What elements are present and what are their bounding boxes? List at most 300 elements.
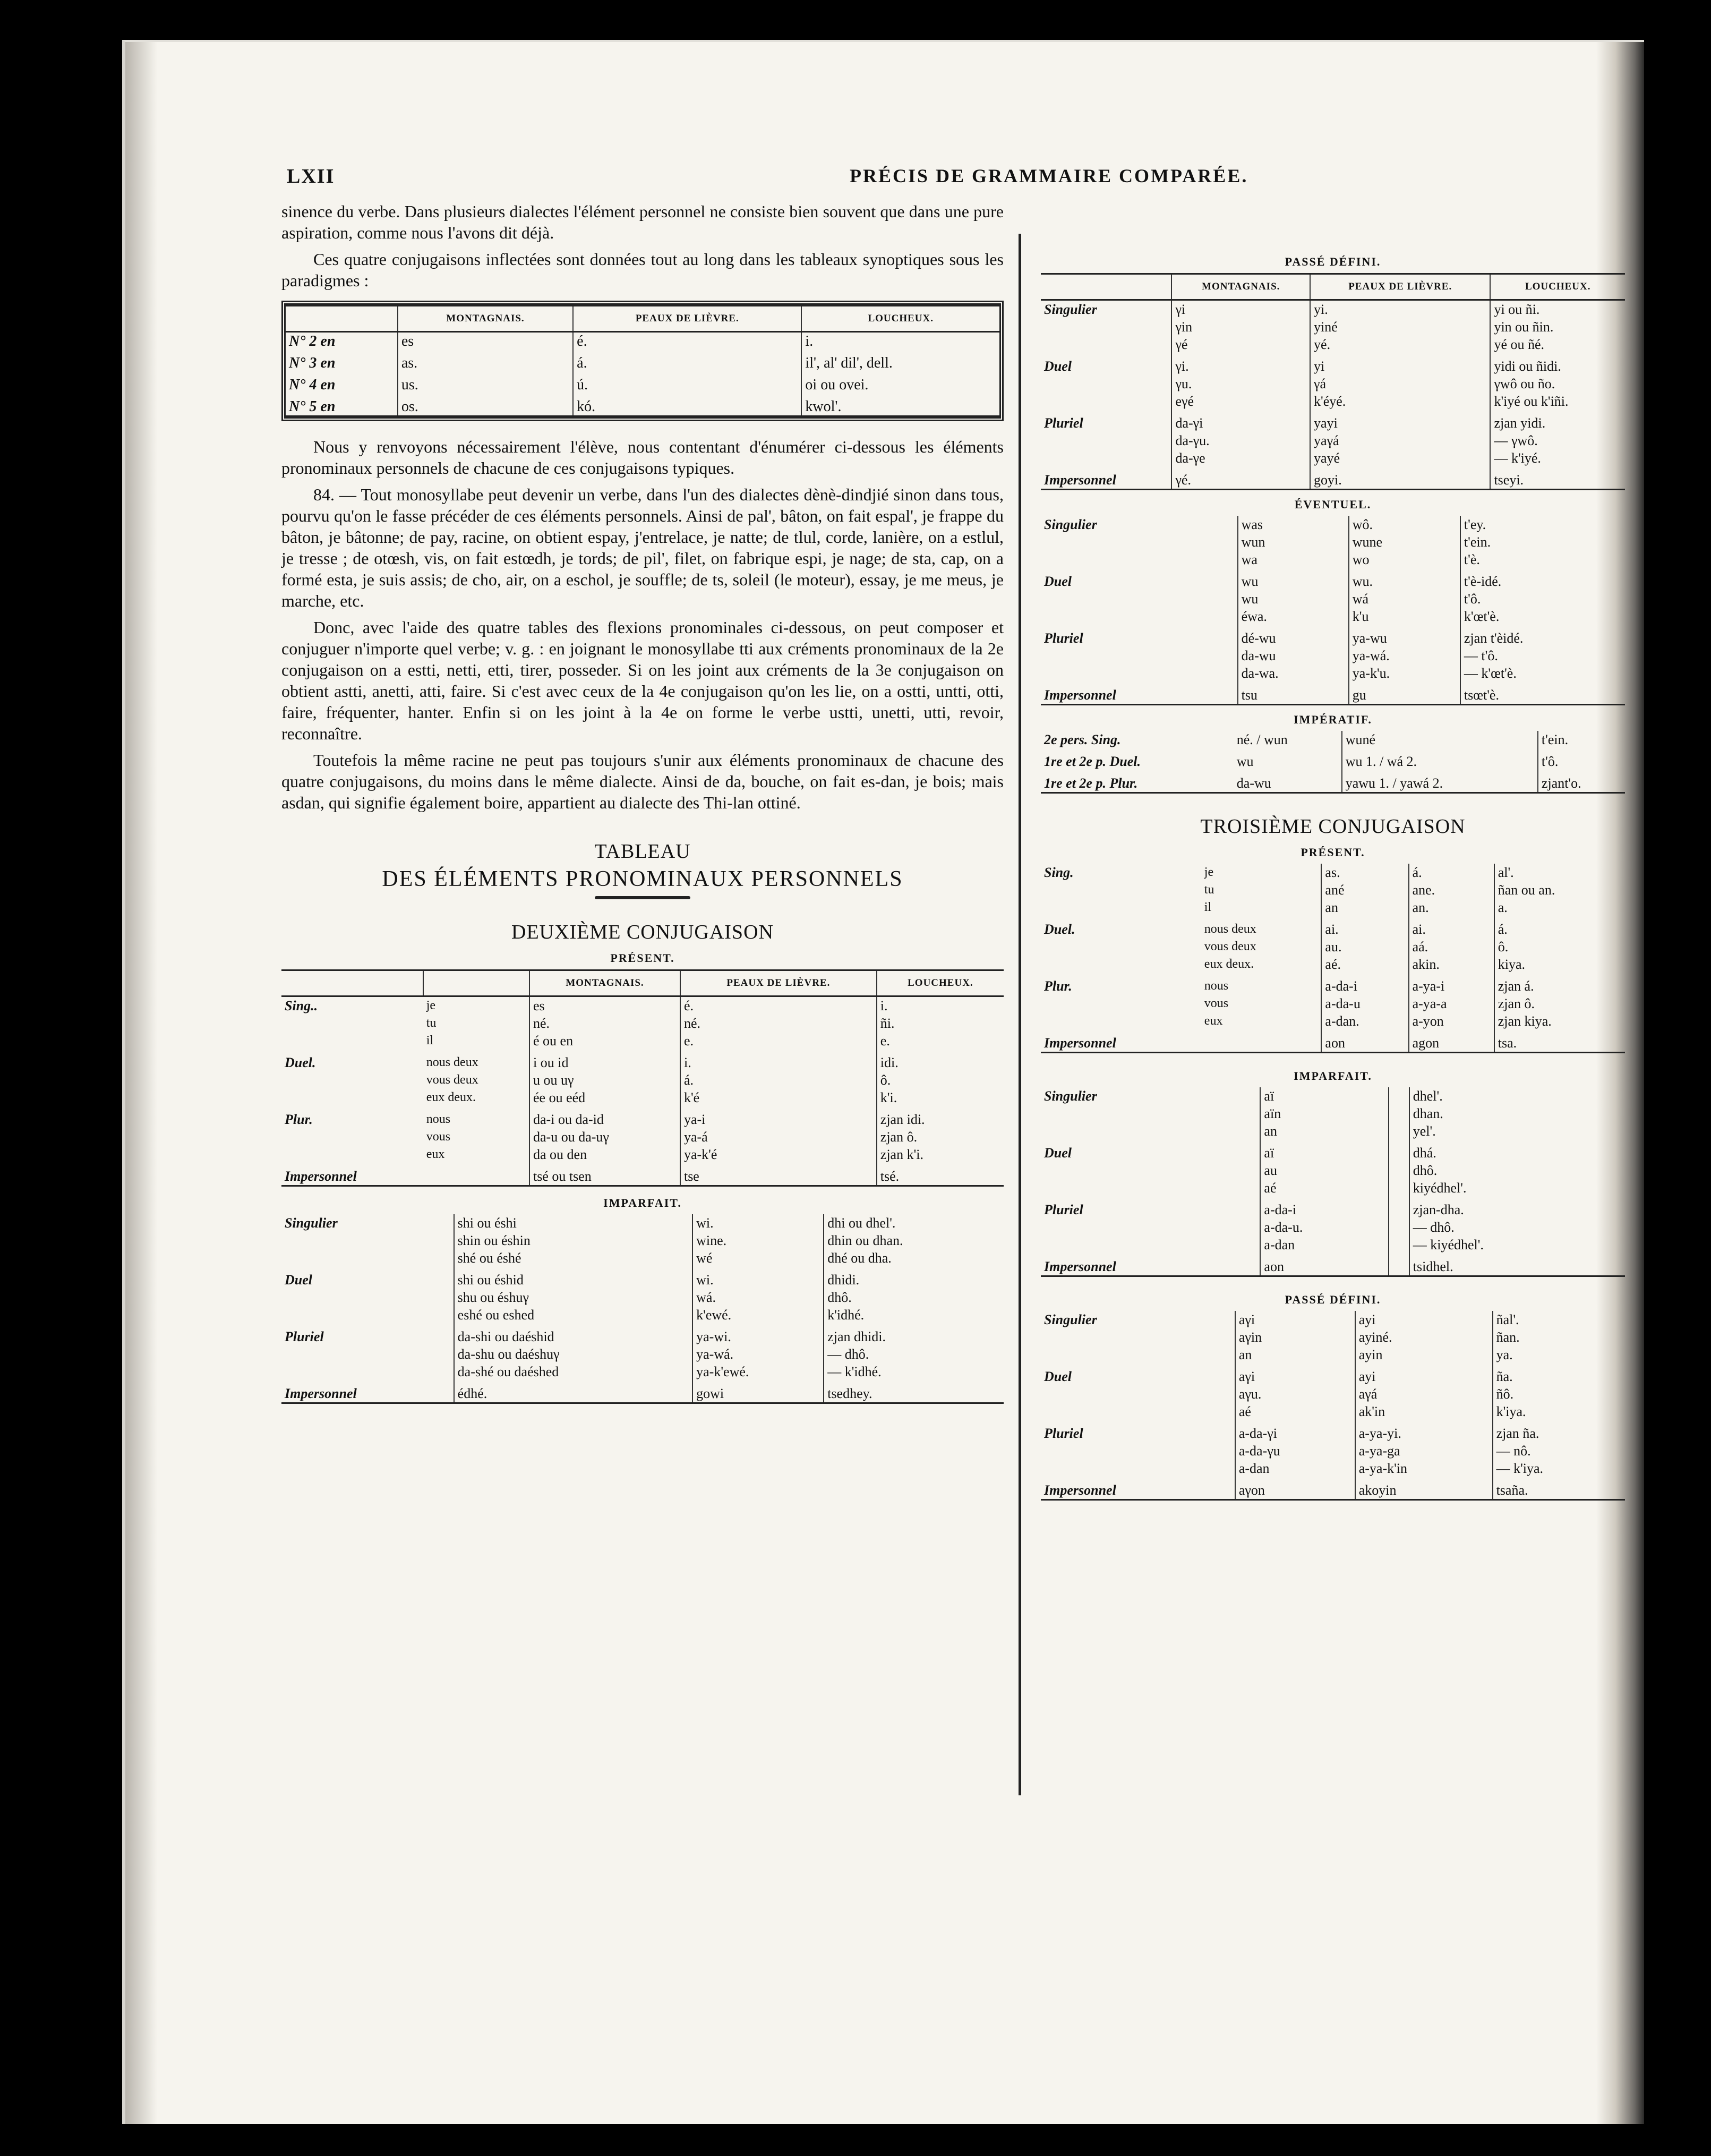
table-cell: vous deux bbox=[426, 1073, 478, 1087]
table-cell: wa bbox=[1238, 551, 1349, 568]
table-cell: tsaña. bbox=[1493, 1477, 1625, 1500]
table-cell: i. bbox=[877, 996, 1004, 1015]
table-row bbox=[1041, 770, 1625, 793]
table-cell bbox=[281, 1306, 454, 1324]
table-cell: a-da-u bbox=[1321, 995, 1408, 1012]
table-cell: a-dan bbox=[1260, 1236, 1388, 1254]
table-cell: da-shi ou daéshid bbox=[454, 1324, 692, 1345]
table-cell bbox=[1041, 899, 1201, 916]
table-cell: e. bbox=[680, 1032, 877, 1050]
table-row bbox=[1041, 1122, 1625, 1140]
table-cell: a-da-i bbox=[1321, 973, 1408, 995]
table-cell: a-ya-k'in bbox=[1355, 1460, 1493, 1477]
table-cell: aá. bbox=[1409, 938, 1494, 956]
table-cell: Pluriel bbox=[1044, 1425, 1083, 1441]
paragraph: 84. — Tout monosyllabe peut devenir un verbe, dans l'un des dialectes dènè-dindjié sinon dans tous, pourvu qu'on le fasse précéder de ces éléments personnels. Ainsi de pal', bâton, on fait espal', je frappe du bâton, je bâtonne; de pay, racine, on obtient espay, j'entrelace, je natte; de tlul, corde, lanière, on a estlul, je tresse ; de otœsh, vis, on fait estœdh, je tords; de pil', filet, on fabrique espi, je nage; de sta, cap, on a formé esta, je suis assis; de cho, air, on a eschol, je souffle; de ts, soleil (le moteur), essay, je me meus, je marche, etc. bbox=[281, 485, 1004, 610]
table-cell: ya-wu bbox=[1349, 625, 1460, 647]
table-cell: wu bbox=[1238, 568, 1349, 590]
table-cell: eshé ou eshed bbox=[454, 1306, 692, 1324]
table-cell: zjan dhidi. bbox=[824, 1324, 1004, 1345]
table-cell: ñi. bbox=[877, 1015, 1004, 1032]
table-row bbox=[1041, 1254, 1625, 1276]
table-cell: ayi bbox=[1355, 1311, 1493, 1328]
table-cell: il', al' dil', dell. bbox=[801, 350, 999, 372]
table-row bbox=[1041, 647, 1625, 664]
table-cell: us. bbox=[398, 372, 573, 394]
table-cell: ane. bbox=[1409, 881, 1494, 899]
imparfait-table-3 bbox=[1041, 1087, 1625, 1277]
table-cell: Pluriel bbox=[1044, 1201, 1083, 1217]
table-cell bbox=[1389, 1254, 1409, 1276]
table-cell: au. bbox=[1321, 938, 1408, 956]
table-cell bbox=[281, 1289, 454, 1306]
table-row bbox=[1041, 516, 1625, 533]
table-cell: was bbox=[1238, 516, 1349, 533]
section-heading: DEUXIÈME CONJUGAISON bbox=[511, 921, 774, 943]
table-row bbox=[281, 996, 1004, 1015]
tense-label: PRÉSENT. bbox=[610, 951, 675, 965]
table-row bbox=[286, 372, 999, 394]
table-cell: ya-i bbox=[680, 1106, 877, 1128]
tableau-subtitle: DES ÉLÉMENTS PRONOMINAUX PERSONNELS bbox=[382, 867, 903, 891]
table-cell: a. bbox=[1494, 899, 1625, 916]
column-header: LOUCHEUX. bbox=[1490, 274, 1625, 300]
table-cell: a-ya-ga bbox=[1355, 1442, 1493, 1460]
table-cell: dhin ou dhan. bbox=[824, 1232, 1004, 1249]
table-cell: es bbox=[529, 996, 680, 1015]
table-cell bbox=[1389, 1162, 1409, 1179]
table-row bbox=[1041, 1105, 1625, 1122]
column-header bbox=[286, 306, 398, 332]
paragraph: Toutefois la même racine ne peut pas toujours s'unir aux éléments pronominaux de chacune des quatre conjugaisons, du moins dans le même dialecte. Ainsi de da, bouche, on fait es-dan, je bois; mais asdan, qui signifie également boire, appartient au dialecte des Thi-lan ottiné. bbox=[281, 751, 1004, 812]
table-cell: k'idhé. bbox=[824, 1306, 1004, 1324]
table-cell: k'œt'è. bbox=[1460, 608, 1625, 625]
table-cell bbox=[1041, 375, 1171, 393]
table-cell: ai. bbox=[1409, 916, 1494, 938]
running-title: PRÉCIS DE GRAMMAIRE COMPARÉE. bbox=[850, 165, 1248, 186]
table-cell bbox=[1389, 1197, 1409, 1218]
table-row bbox=[281, 1050, 1004, 1071]
table-cell: k'ewé. bbox=[692, 1306, 824, 1324]
table-cell: yidi ou ñidi. bbox=[1490, 353, 1625, 375]
table-cell: ané bbox=[1321, 881, 1408, 899]
table-cell: aon bbox=[1321, 1030, 1408, 1053]
table-cell bbox=[1041, 1403, 1235, 1420]
table-cell: nous bbox=[426, 1112, 451, 1126]
table-cell: aï bbox=[1260, 1140, 1388, 1162]
table-cell: an. bbox=[1409, 899, 1494, 916]
table-cell: dhan. bbox=[1409, 1105, 1625, 1122]
table-row bbox=[281, 1163, 1004, 1186]
table-cell: ya-wá. bbox=[1349, 647, 1460, 664]
left-column bbox=[281, 201, 1004, 1404]
table-cell: as. bbox=[1321, 864, 1408, 881]
table-row bbox=[286, 332, 999, 351]
table-cell bbox=[281, 1249, 454, 1267]
table-cell: tu bbox=[1204, 883, 1214, 897]
table-cell: t'ô. bbox=[1460, 590, 1625, 608]
table-cell: Plur. bbox=[285, 1111, 313, 1127]
table-cell: ée ou eéd bbox=[529, 1089, 680, 1106]
table-cell: ña. bbox=[1493, 1364, 1625, 1385]
table-cell: yel'. bbox=[1409, 1122, 1625, 1140]
table-cell: Singulier bbox=[1044, 1311, 1097, 1327]
table-cell: t'ein. bbox=[1460, 533, 1625, 551]
paragraph: Donc, avec l'aide des quatre tables des flexions pronominales ci-dessous, on peut composer et conjuguer n'importe quel verbe; v. g. : en joignant le monosyllabe tti aux créments pronominaux de la 2e conjugaison on a estti, netti, etti, tirer, posseder. Si on les joint aux créments de la 3e conjugaison on obtient astti, anetti, atti, faire. Si c'est avec ceux de la 4e conjugaison qu'on les lie, on a ostti, untti, otti, faire, fréquenter, hanter. Enfin si on les joint à la 4e on forme le verbe ustti, unetti, utti, revoir, reconnaître. bbox=[281, 618, 1004, 743]
table-cell: a-ya-i bbox=[1409, 973, 1494, 995]
table-cell: wine. bbox=[692, 1232, 824, 1249]
table-cell: Singulier bbox=[285, 1215, 338, 1231]
table-cell: tsé. bbox=[877, 1163, 1004, 1186]
table-cell: dhi ou dhel'. bbox=[824, 1214, 1004, 1232]
table-cell: á. bbox=[1409, 864, 1494, 881]
table-cell: é. bbox=[573, 332, 801, 351]
table-row bbox=[1041, 1179, 1625, 1197]
table-cell: tse bbox=[680, 1163, 877, 1186]
table-row bbox=[1041, 973, 1625, 995]
table-cell: da-wu bbox=[1236, 775, 1271, 791]
column-header: PEAUX DE LIÈVRE. bbox=[1310, 274, 1490, 300]
table-cell bbox=[1041, 1012, 1201, 1030]
table-cell: ya-k'ewé. bbox=[692, 1363, 824, 1380]
table-cell bbox=[1389, 1140, 1409, 1162]
table-cell: da-u ou da-uγ bbox=[529, 1128, 680, 1146]
table-cell bbox=[281, 1232, 454, 1249]
table-cell: ya-wi. bbox=[692, 1324, 824, 1345]
table-row bbox=[1041, 864, 1625, 881]
table-cell: tu bbox=[426, 1016, 437, 1030]
table-cell: yaγá bbox=[1310, 432, 1490, 449]
table-cell: á. bbox=[573, 350, 801, 372]
table-cell: yé. bbox=[1310, 336, 1490, 353]
tense-label: PASSÉ DÉFINI. bbox=[1285, 1293, 1381, 1306]
table-cell: Plur. bbox=[1044, 978, 1072, 994]
table-row bbox=[281, 1128, 1004, 1146]
table-row bbox=[281, 1363, 1004, 1380]
table-row bbox=[1041, 1311, 1625, 1328]
table-cell: an bbox=[1321, 899, 1408, 916]
table-row bbox=[281, 1071, 1004, 1089]
table-cell: wu. bbox=[1349, 568, 1460, 590]
page-shadow-left bbox=[125, 42, 157, 2124]
table-cell: zjan ña. bbox=[1493, 1420, 1625, 1442]
table-cell: dhô. bbox=[824, 1289, 1004, 1306]
table-cell: da-γu. bbox=[1171, 432, 1310, 449]
table-row bbox=[281, 1380, 1004, 1403]
table-cell: u ou uγ bbox=[529, 1071, 680, 1089]
table-cell: aγá bbox=[1355, 1385, 1493, 1403]
table-cell: nous deux bbox=[1204, 922, 1256, 936]
table-cell bbox=[1389, 1087, 1409, 1105]
table-row bbox=[281, 1232, 1004, 1249]
table-cell: k'i. bbox=[877, 1089, 1004, 1106]
table-cell: idi. bbox=[877, 1050, 1004, 1071]
table-cell: je bbox=[1204, 865, 1214, 879]
table-cell: wé bbox=[692, 1249, 824, 1267]
table-cell: yiné bbox=[1310, 318, 1490, 336]
table-cell: né. bbox=[529, 1015, 680, 1032]
table-cell: — kiyédhel'. bbox=[1409, 1236, 1625, 1254]
paragraph: Ces quatre conjugaisons inflectées sont données tout au long dans les tableaux synoptiques sous les paradigmes : bbox=[281, 250, 1004, 290]
present-table-3 bbox=[1041, 864, 1625, 1053]
table-cell: tsedhey. bbox=[824, 1380, 1004, 1403]
table-cell: ñal'. bbox=[1493, 1311, 1625, 1328]
table-cell bbox=[1041, 1442, 1235, 1460]
table-cell: yi. bbox=[1310, 300, 1490, 319]
table-row bbox=[1041, 410, 1625, 432]
table-row bbox=[1041, 995, 1625, 1012]
table-cell: Singulier bbox=[1044, 516, 1097, 532]
table-cell bbox=[1041, 664, 1238, 682]
table-cell: wuné bbox=[1342, 731, 1538, 748]
table-cell: yayé bbox=[1310, 449, 1490, 467]
table-cell: ya. bbox=[1493, 1346, 1625, 1364]
table-row bbox=[1041, 393, 1625, 410]
table-cell: wi. bbox=[692, 1267, 824, 1289]
table-cell: wô. bbox=[1349, 516, 1460, 533]
table-cell: — dhô. bbox=[824, 1345, 1004, 1363]
table-cell: Duel bbox=[1044, 1145, 1072, 1161]
column-header bbox=[281, 970, 423, 996]
table-cell: nous deux bbox=[426, 1055, 478, 1069]
table-cell: da-shé ou daéshed bbox=[454, 1363, 692, 1380]
table-cell: da-γe bbox=[1171, 449, 1310, 467]
table-cell bbox=[281, 1345, 454, 1363]
table-cell bbox=[1041, 608, 1238, 625]
tense-label: IMPÉRATIF. bbox=[1294, 713, 1372, 726]
table-cell: nous bbox=[1204, 979, 1229, 993]
table-row bbox=[1041, 449, 1625, 467]
table-cell: shé ou éshé bbox=[454, 1249, 692, 1267]
table-row bbox=[1041, 899, 1625, 916]
table-cell: — γwô. bbox=[1490, 432, 1625, 449]
table-cell: yi ou ñi. bbox=[1490, 300, 1625, 319]
table-cell: il bbox=[1204, 900, 1212, 914]
table-cell: wu bbox=[1238, 590, 1349, 608]
table-cell: es bbox=[398, 332, 573, 351]
table-cell: ayiné. bbox=[1355, 1328, 1493, 1346]
table-cell: Impersonnel bbox=[1044, 472, 1116, 488]
table-row bbox=[1041, 568, 1625, 590]
table-cell: au bbox=[1260, 1162, 1388, 1179]
table-row bbox=[1041, 916, 1625, 938]
table-cell: eγé bbox=[1171, 393, 1310, 410]
table-cell: akoyin bbox=[1355, 1477, 1493, 1500]
table-cell bbox=[1389, 1179, 1409, 1197]
table-cell: t'ey. bbox=[1460, 516, 1625, 533]
table-cell: tsu bbox=[1238, 682, 1349, 705]
table-cell: — k'iya. bbox=[1493, 1460, 1625, 1477]
table-cell bbox=[281, 1146, 423, 1163]
table-cell: Impersonnel bbox=[285, 1385, 357, 1401]
table-cell: aγon bbox=[1235, 1477, 1355, 1500]
table-cell: N° 3 en bbox=[289, 354, 336, 371]
tableau-title: TABLEAU bbox=[594, 840, 691, 863]
table-cell bbox=[281, 1363, 454, 1380]
table-row bbox=[281, 1267, 1004, 1289]
table-row bbox=[1041, 1012, 1625, 1030]
table-cell: zjan k'i. bbox=[877, 1146, 1004, 1163]
table-row bbox=[1041, 625, 1625, 647]
table-cell: Impersonnel bbox=[1044, 687, 1116, 703]
table-row bbox=[1041, 336, 1625, 353]
table-cell: aon bbox=[1260, 1254, 1388, 1276]
table-cell: 1re et 2e p. Duel. bbox=[1044, 753, 1141, 769]
table-row bbox=[1041, 1030, 1625, 1053]
table-cell: Impersonnel bbox=[1044, 1482, 1116, 1498]
table-row bbox=[1041, 1162, 1625, 1179]
table-cell: 2e pers. Sing. bbox=[1044, 731, 1121, 747]
table-cell: zjan idi. bbox=[877, 1106, 1004, 1128]
table-cell: Duel bbox=[1044, 573, 1072, 589]
table-cell: eux deux. bbox=[426, 1090, 476, 1104]
table-cell: zjan ô. bbox=[1494, 995, 1625, 1012]
table-cell: N° 5 en bbox=[289, 398, 336, 415]
table-cell: Pluriel bbox=[285, 1328, 324, 1344]
table-row bbox=[1041, 956, 1625, 973]
table-cell: eux deux. bbox=[1204, 957, 1254, 971]
table-cell: k'iyé ou k'iñi. bbox=[1490, 393, 1625, 410]
table-cell: ô. bbox=[1494, 938, 1625, 956]
table-cell: i. bbox=[680, 1050, 877, 1071]
table-cell: dhô. bbox=[1409, 1162, 1625, 1179]
table-cell: akin. bbox=[1409, 956, 1494, 973]
table-cell: a-dan. bbox=[1321, 1012, 1408, 1030]
table-cell: wu bbox=[1236, 753, 1254, 769]
table-cell bbox=[1041, 318, 1171, 336]
table-cell: á. bbox=[1494, 916, 1625, 938]
table-cell: Singulier bbox=[1044, 301, 1097, 317]
table-cell: an bbox=[1260, 1122, 1388, 1140]
table-row bbox=[1041, 881, 1625, 899]
table-cell bbox=[1041, 1105, 1260, 1122]
column-header: LOUCHEUX. bbox=[877, 970, 1004, 996]
table-cell: γé. bbox=[1171, 467, 1310, 490]
table-cell: dhel'. bbox=[1409, 1087, 1625, 1105]
paragraph: Nous y renvoyons nécessairement l'élève, nous contentant d'énumérer ci-dessous les éléments pronominaux personnels de chacune de ces conjugaisons typiques. bbox=[281, 437, 1004, 478]
table-row bbox=[286, 394, 999, 416]
table-cell: aïn bbox=[1260, 1105, 1388, 1122]
table-cell: — t'ô. bbox=[1460, 647, 1625, 664]
passe-defini-table bbox=[1041, 273, 1625, 490]
table-cell: t'è-idé. bbox=[1460, 568, 1625, 590]
table-cell: éwa. bbox=[1238, 608, 1349, 625]
table-cell: os. bbox=[398, 394, 573, 416]
table-cell: da-i ou da-id bbox=[529, 1106, 680, 1128]
table-cell: zjan t'èidé. bbox=[1460, 625, 1625, 647]
table-row bbox=[281, 1089, 1004, 1106]
imparfait-table bbox=[281, 1214, 1004, 1404]
table-row bbox=[281, 1249, 1004, 1267]
imperatif-table bbox=[1041, 731, 1625, 794]
table-cell: ya-wá. bbox=[692, 1345, 824, 1363]
table-cell: Duel. bbox=[1044, 921, 1075, 937]
table-cell: da-γi bbox=[1171, 410, 1310, 432]
tense-label: IMPARFAIT. bbox=[603, 1196, 682, 1209]
table-row bbox=[1041, 1218, 1625, 1236]
table-cell bbox=[1041, 533, 1238, 551]
table-row bbox=[1041, 318, 1625, 336]
table-cell: da-wa. bbox=[1238, 664, 1349, 682]
table-cell bbox=[1041, 1122, 1260, 1140]
table-cell: — dhô. bbox=[1409, 1218, 1625, 1236]
table-row bbox=[1041, 938, 1625, 956]
table-cell bbox=[1041, 1346, 1235, 1364]
table-cell: t'ô. bbox=[1538, 748, 1625, 770]
table-cell: aγu. bbox=[1235, 1385, 1355, 1403]
tense-label: PRÉSENT. bbox=[1301, 846, 1365, 859]
table-cell bbox=[1041, 1179, 1260, 1197]
ornament-rule bbox=[595, 896, 690, 899]
table-row bbox=[1041, 467, 1625, 490]
table-cell: zjan yidi. bbox=[1490, 410, 1625, 432]
table-cell: shu ou éshuγ bbox=[454, 1289, 692, 1306]
table-cell: kó. bbox=[573, 394, 801, 416]
table-cell: kiya. bbox=[1494, 956, 1625, 973]
table-cell: i ou id bbox=[529, 1050, 680, 1071]
table-cell: aγin bbox=[1235, 1328, 1355, 1346]
table-cell: á. bbox=[680, 1071, 877, 1089]
table-cell bbox=[281, 1015, 423, 1032]
table-row bbox=[1041, 748, 1625, 770]
table-cell bbox=[1041, 1385, 1235, 1403]
table-row bbox=[281, 1106, 1004, 1128]
table-cell: wune bbox=[1349, 533, 1460, 551]
table-cell: eux bbox=[426, 1147, 445, 1161]
table-cell bbox=[1389, 1236, 1409, 1254]
table-cell bbox=[1041, 336, 1171, 353]
table-cell bbox=[1041, 590, 1238, 608]
table-cell: γi bbox=[1171, 300, 1310, 319]
table-row bbox=[281, 1306, 1004, 1324]
table-cell: — k'iyé. bbox=[1490, 449, 1625, 467]
running-header bbox=[0, 165, 1711, 197]
table-row bbox=[281, 1324, 1004, 1345]
table-cell: ñan. bbox=[1493, 1328, 1625, 1346]
table-cell: Pluriel bbox=[1044, 415, 1083, 431]
table-cell: né. bbox=[680, 1015, 877, 1032]
table-row bbox=[1041, 1364, 1625, 1385]
table-cell: k'é bbox=[680, 1089, 877, 1106]
table-cell: Sing. bbox=[1044, 864, 1074, 880]
table-cell: tsœt'è. bbox=[1460, 682, 1625, 705]
table-cell: Pluriel bbox=[1044, 630, 1083, 646]
table-cell: dhá. bbox=[1409, 1140, 1625, 1162]
table-cell: ak'in bbox=[1355, 1403, 1493, 1420]
table-cell: as. bbox=[398, 350, 573, 372]
table-cell: i. bbox=[801, 332, 999, 351]
table-cell: a-da-γi bbox=[1235, 1420, 1355, 1442]
table-cell: ya-k'é bbox=[680, 1146, 877, 1163]
table-cell: ayin bbox=[1355, 1346, 1493, 1364]
table-cell: gu bbox=[1349, 682, 1460, 705]
table-row bbox=[1041, 533, 1625, 551]
table-row bbox=[281, 1146, 1004, 1163]
table-cell: k'iya. bbox=[1493, 1403, 1625, 1420]
table-cell: gowi bbox=[692, 1380, 824, 1403]
table-cell: γi. bbox=[1171, 353, 1310, 375]
table-cell: Impersonnel bbox=[285, 1168, 357, 1184]
table-row bbox=[286, 350, 999, 372]
table-cell: é ou en bbox=[529, 1032, 680, 1050]
tense-label: ÉVENTUEL. bbox=[1294, 498, 1372, 511]
table-row bbox=[1041, 1087, 1625, 1105]
table-cell: γin bbox=[1171, 318, 1310, 336]
table-cell: da-wu bbox=[1238, 647, 1349, 664]
right-column bbox=[1041, 234, 1625, 1501]
table-cell: yi bbox=[1310, 353, 1490, 375]
table-cell bbox=[1041, 938, 1201, 956]
